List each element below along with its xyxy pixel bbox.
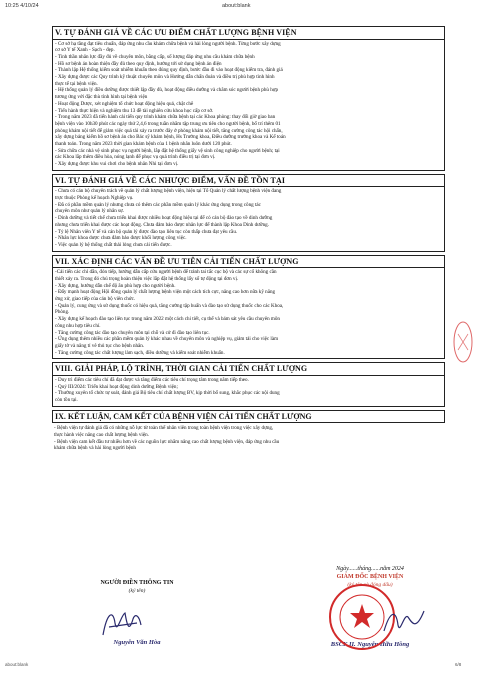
section-weaknesses	[52, 174, 445, 252]
director-name: BSCK II. Nguyễn Hữu Hồng	[330, 640, 410, 648]
text-line: thiết xảy ra. Trong đó chú trọng hoàn thiện việc lắp đặt hệ thống lấy số tự động tại đơn vị.	[55, 275, 239, 282]
section-advantages	[52, 26, 445, 171]
text-line: - Duy trì điểm các tiêu chí đã đạt được và tăng điểm các tiêu chí trọng tâm trong năm tiếp theo.	[55, 376, 249, 383]
text-line: - Tiến hành thực hiện và nghiệm thu 13 đề tài nghiên cứu khoa học cấp cơ sở.	[55, 107, 214, 114]
browser-footer-url: about:blank	[5, 662, 29, 667]
text-line: - Sửa chữa các nhà vệ sinh phục vụ người bệnh, lắp đặt hệ thống giấy vệ sinh công nghiệp cho người bệnh; tại	[55, 147, 280, 154]
section-title: VII. XÁC ĐỊNH CÁC VẤN ĐỀ ƯU TIÊN CẢI TIẾN CHẤT LƯỢNG	[53, 256, 444, 269]
text-line: - Thường xuyên tổ chức tự soát, đánh giá Bộ tiêu chí chất lượng BV, kịp thời bổ sung, khắc phục các nội dung	[55, 390, 280, 397]
text-line: - Bệnh viện tự đánh giá đã có những nỗ lực từ toàn thể nhân viên trong toàn bệnh viện trong việc xây dựng,	[54, 425, 274, 432]
text-line: - Tỷ lệ Nhân viên Y tế và cán bộ quản lý được đào tạo liên tục còn thấp chưa đạt yêu cầu.	[55, 228, 238, 235]
text-line: - Xây dựng kế hoạch đào tạo liên tục trong năm 2022 một cách chi tiết, cụ thể và bám sát yêu cầu chuyên môn	[55, 316, 280, 323]
preparer-signature-icon	[95, 605, 155, 645]
margin-seal-icon	[452, 320, 474, 365]
section-conclusion	[52, 410, 445, 452]
text-line: - Bệnh viện cam kết đầu tư nhiều hơn về các nguồn lực nhằm nâng cao chất lượng bệnh viện, đáp ứng nhu cầu	[54, 438, 280, 445]
text-line: bệnh viện vào 10h30 phút các ngày thứ 2,4,6 trong tuần nhằm tập trung ưu tiên cho người bệnh, bố trí thêm 01	[55, 120, 281, 127]
preparer-subtitle: (ký tên)	[128, 587, 146, 594]
document-body	[52, 26, 445, 452]
text-line: - Hoạt động Dược, xét nghiệm tổ chức hoạt động hiệu quả, chặt chẽ	[55, 100, 194, 107]
text-line: - Chưa có cán bộ chuyên trách về quản lý chất lượng bệnh viện, hiện tại Tổ Quản lý chất lượng bệnh viện đang	[55, 188, 282, 195]
text-line: khám chữa bệnh và hài lòng người bệnh	[54, 445, 136, 452]
preparer-title: NGƯỜI ĐIỀN THÔNG TIN	[100, 580, 174, 586]
text-line: -Cải tiến các chỉ dẫn, đón tiếp, hướng dẫn cấp cứu người bệnh để tránh tai tấc cục bộ và các sự cố không cần	[55, 269, 277, 276]
section-title: V. TỰ ĐÁNH GIÁ VỀ CÁC ƯU ĐIỂM CHẤT LƯỢNG BỆNH VIỆN	[53, 27, 444, 40]
browser-page-title: about:blank	[222, 3, 251, 9]
section-priorities	[52, 255, 445, 360]
text-line: - Quản lý, cung ứng và sử dụng thuốc có hiệu quả, tăng cường tập huấn và đào tạo sử dụng thuốc cho các Khoa,	[55, 302, 284, 309]
text-line: cơ sở Y tế Xanh - Sạch - đẹp.	[55, 47, 115, 54]
text-line: xây dựng bảng kiểm hồ sơ bệnh án cho Bác sỹ khám bệnh, Hs Trưởng khoa, Điều dưỡng trưởng khoa và Kế toán	[55, 134, 286, 141]
section-title: IX. KẾT LUẬN, CAM KẾT CỦA BỆNH VIỆN CẢI TIẾN CHẤT LƯỢNG	[52, 410, 445, 424]
text-line: - Ứng dụng thêm nhiều các phần mềm quản lý khác nhau về chuyên môn và nghiệp vụ, giảm tải cho việc làm	[55, 336, 279, 343]
text-line: - Trong năm 2023 đã tiến hành cải tiến quy trình khám chữa bệnh tại các Khoa phòng: thay đổi giờ giao ban	[55, 114, 276, 121]
text-line: - Nhân lực khoa dược chưa đảm bảo được khối lượng công việc.	[55, 235, 187, 242]
text-line: nhưng chưa triển khai được các hoạt động. Chưa đảm bảo được nhân lực để thành lập Khoa Dinh dưỡng.	[55, 221, 269, 228]
text-line: - Hồ sơ bệnh án hoàn thiện đầy đủ theo quy định, hướng tới sử dụng bệnh án điện	[55, 60, 222, 67]
section-solutions	[52, 362, 445, 406]
section-title: VI. TỰ ĐÁNH GIÁ VỀ CÁC NHƯỢC ĐIỂM, VẤN ĐỀ TỒN TẠI	[53, 175, 444, 188]
text-line: - Hệ thống quản lý điều dưỡng được thiết lập đầy đủ, hoạt động điều dưỡng và chăm sóc người bệnh phù hợp	[55, 87, 278, 94]
section-body	[53, 187, 444, 250]
text-line: thực hành việc nâng cao chất lượng bệnh viện.	[54, 431, 149, 438]
director-subtitle: (ký tên và đóng dấu)	[347, 581, 393, 588]
text-line: còn tồn tại.	[55, 396, 78, 403]
text-line: - Xây dựng được khu vui chơi cho bệnh nhân Nhi tại đơn vị.	[55, 161, 179, 168]
text-line: ứng xử, giao tiếp của cán bộ viên chức.	[55, 296, 136, 302]
section-title: VIII. GIẢI PHÁP, LỘ TRÌNH, THỜI GIAN CẢI TIẾN CHẤT LƯỢNG	[53, 363, 444, 376]
text-line: giấy tờ và nâng tỉ vê thủ tục cho bệnh nhân.	[55, 342, 145, 349]
page-number: 6/8	[455, 662, 462, 667]
text-line: thực tế tại bệnh viện.	[55, 80, 98, 87]
text-line: - Dinh dưỡng và tiết chế chưa triển khai được nhiều hoạt động hiệu tại để có cán bộ đào tạo về dinh dưỡng	[55, 215, 273, 222]
date-line: Ngày......tháng......năm 2024	[336, 566, 404, 572]
text-line: - Tăng cường công tác đào tạo chuyên môn tại chỗ và cử đi đào tạo liên tục.	[55, 329, 210, 336]
text-line: Phòng.	[55, 309, 70, 316]
text-line: - Tinh thần nhân lực đầy đủ về chuyên môn, bằng cấp, số lượng đáp ứng nhu cầu khám chữa bệnh	[55, 53, 255, 60]
text-line: - Cơ sở hạ tầng đạt tiêu chuẩn, đáp ứng nhu cầu khám chữa bệnh và hài lòng người bệnh. Từng bước xây dựng	[55, 40, 281, 47]
section-body	[53, 376, 444, 406]
director-title: GIÁM ĐỐC BỆNH VIỆN	[336, 574, 404, 580]
text-line: thanh toán. Trong năm 2023 thời gian khám bệnh của 1 bệnh nhân luôn dưới 120 phút.	[55, 141, 232, 148]
text-line: - Tăng cường công tác chất lượng làm sạch, điều dưỡng và kiểm soát nhiễm khuẩn.	[55, 349, 225, 356]
text-line: các Khoa lắp thêm điều hòa, nóng lạnh để phục vụ quá trình điều trị tại đơn vị.	[55, 154, 216, 161]
text-line: chuyên môn như quản lý nhân sự.	[55, 208, 125, 215]
text-line: - Xây dựng, hướng dẫn chế độ ăn phù hợp cho người bệnh.	[55, 282, 176, 289]
text-line: - Thành lập Hệ thống kiểm soát nhiễm khuẩn theo đúng quy định, bước đầu đi vào hoạt động kiểm tra, đánh giá	[55, 67, 283, 74]
text-line: phòng khám nội tiết để giảm việc quá tải xảy ra trước đây ở phòng khám nội tiết, tăng cường công tác hội chẩn,	[55, 127, 283, 134]
text-line: - Đẩy mạnh hoạt động Hội đồng quản lý chất lượng bệnh viện một cách tích cực, nâng cao hơn nữa kỹ năng	[55, 289, 276, 296]
preparer-name: Nguyễn Văn Hòa	[113, 638, 161, 646]
text-line: trực thuộc Phòng kế hoạch Nghiệp vụ.	[55, 195, 134, 202]
browser-timestamp: 10:25 4/10/24	[5, 3, 39, 9]
section-body	[52, 425, 445, 452]
text-line: - Xây dựng được các Quy trình kỹ thuật chuyên môn và Hướng dẫn chẩn đoán và điều trị phù hợp tình hình	[55, 74, 275, 81]
text-line: tương ứng với đặc thù tình hình tại bệnh viện	[55, 94, 148, 101]
text-line: - Đã có phần mềm quản lý nhưng chưa có thêm các phần mềm quản lý khác ứng dụng trong công tác	[55, 201, 261, 208]
text-line: công nhu hợp tiêu chí.	[55, 322, 101, 329]
text-line: - Việc quản lý hệ thống chất thải lỏng chưa cải tiến được.	[55, 241, 172, 248]
director-signature-icon	[380, 605, 430, 640]
text-line: - Quý III/2024: Triển khai hoạt động dinh dưỡng Bệnh viện;	[55, 383, 178, 390]
section-body	[53, 268, 444, 358]
section-body	[53, 40, 444, 170]
